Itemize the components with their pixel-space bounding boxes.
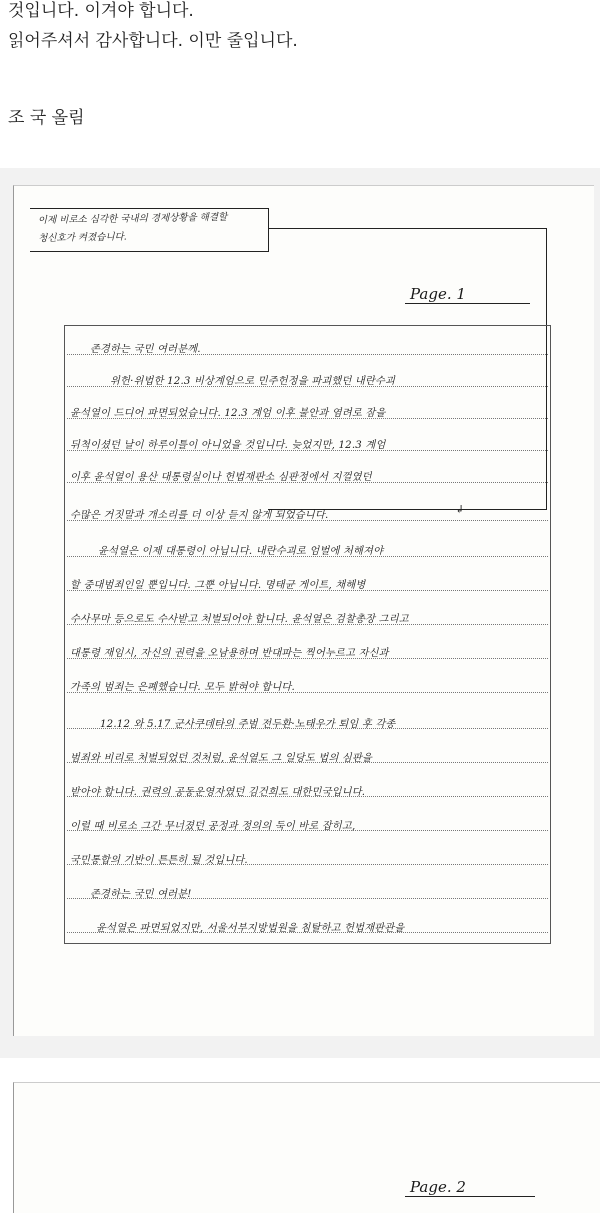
letter-line-14: [70, 783, 548, 798]
letter-line-18: 윤석열은 파면되었지만, 서울서부지방법원을 침탈하고 헌법재판관을: [96, 923, 405, 934]
letter-line-17: 존경하는 국민 여러분!: [90, 889, 192, 900]
letter-line-9: [70, 610, 548, 625]
letter-line-14-text: 받아야 합니다. 권력의 공동운영자였던 김건희도 대한민국입니다.: [70, 787, 366, 798]
letter-line-8-text: 할 중대범죄인일 뿐입니다. 그뿐 아닙니다. 명태균 게이트, 채해병: [70, 580, 366, 591]
underlined-phrase: 권력의 공동운영자였던 김건희도: [140, 787, 289, 798]
margin-note: [38, 208, 279, 248]
underlined-phrase: 명태균 게이트, 채해병: [264, 580, 366, 591]
letter-line-12: 12.12 와 5.17 군사쿠데타의 주범 전두환·노태우가 퇴임 후 각종: [100, 719, 396, 730]
letter-line-7: 윤석열은 이제 대통령이 아닙니다. 내란수괴로 엄벌에 처해져야: [98, 546, 384, 557]
letter-line-8: [70, 576, 548, 591]
letter-line-16: 국민통합의 기반이 튼튼히 될 것입니다.: [70, 855, 248, 866]
signoff: 조 국 올림: [8, 108, 85, 128]
letter-line-9-text: 수사무마 등으로도 수사받고 처벌되어야 합니다. 윤석열은 검찰총장 그리고: [70, 614, 409, 625]
margin-note-line-2: 청신호가 켜졌습니다.: [38, 231, 127, 245]
letter-line-1: 존경하는 국민 여러분께.: [90, 344, 201, 355]
letter-line-2: 위헌·위법한 12.3 비상계엄으로 민주헌정을 파괴했던 내란수괴: [110, 376, 396, 387]
page-number-1-underline: [405, 303, 530, 304]
page-number-2-underline: [405, 1196, 535, 1197]
letter-line-5: 이후 윤석열이 용산 대통령실이나 헌법재판소 심판정에서 지껄였던: [70, 472, 372, 483]
underlined-phrase: 수사무마 등으로도 수사받고 처벌되어야: [70, 614, 252, 625]
letter-line-11: 가족의 범죄는 은폐했습니다. 모두 밝혀야 합니다.: [70, 682, 295, 693]
intro-line-1: 것입니다. 이겨야 합니다.: [8, 1, 194, 21]
letter-line-13: 범죄와 비리로 처벌되었던 것처럼, 윤석열도 그 일당도 법의 심판을: [70, 753, 373, 764]
letter-line-15: 이럴 때 비로소 그간 무너졌던 공정과 정의의 둑이 바로 잡히고,: [70, 821, 356, 832]
margin-note-line-1: 이제 비로소 심각한 국내의 경제상황을 해결할: [37, 211, 228, 227]
page-number-1: Page. 1: [410, 285, 466, 303]
letter-page-2: [13, 1082, 600, 1213]
intro-text: [8, 0, 592, 56]
letter-line-10: 대통령 재임시, 자신의 권력을 오남용하며 반대파는 찍어누르고 자신과: [70, 648, 389, 659]
letter-line-3: 윤석열이 드디어 파면되었습니다. 12.3 계엄 이후 불안과 염려로 잠을: [70, 408, 386, 419]
insert-arrow-icon: ↲: [455, 503, 465, 516]
letter-line-6: 수많은 거짓말과 개소리를 더 이상 듣지 않게 되었습니다.: [70, 510, 329, 521]
letter-line-4: 뒤척이셨던 날이 하루이틀이 아니었을 것입니다. 늦었지만, 12.3 계엄: [70, 440, 386, 451]
intro-line-2: 읽어주셔서 감사합니다. 이만 줄입니다.: [8, 31, 298, 51]
page-number-2: Page. 2: [410, 1178, 466, 1196]
